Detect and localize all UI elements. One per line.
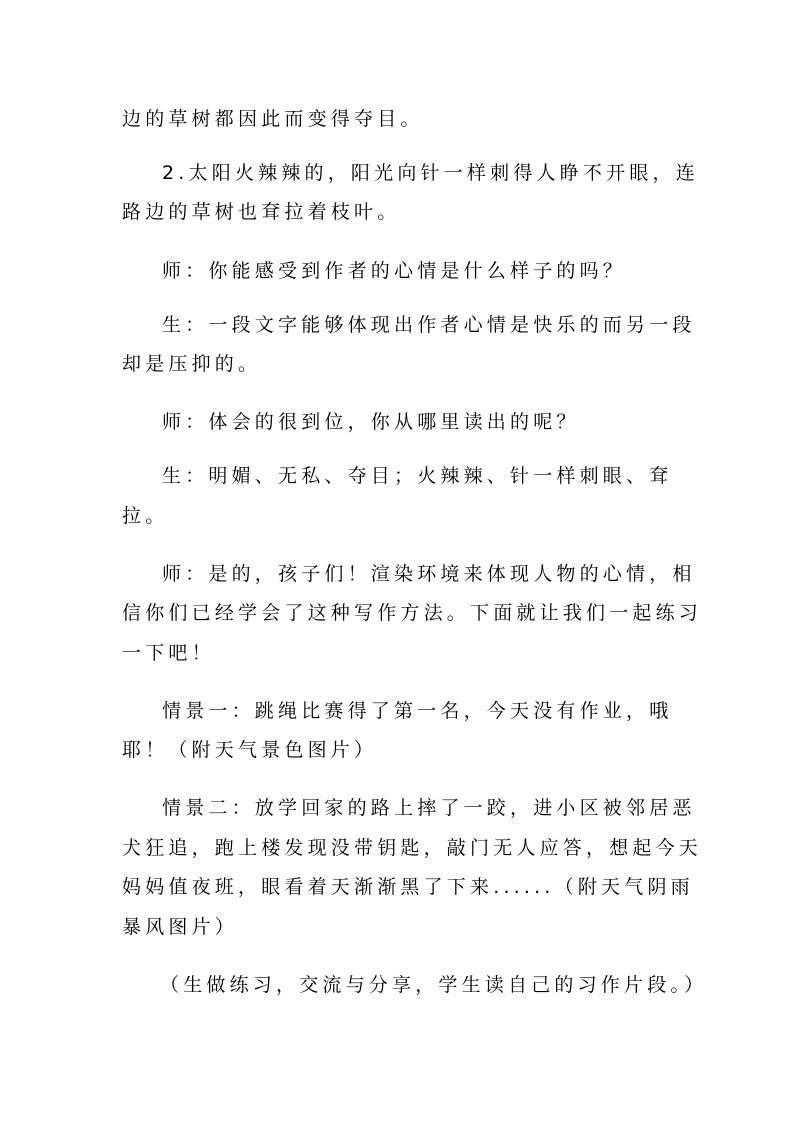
text-line-19: （生做练习，交流与分享，学生读自己的习作片段。） bbox=[160, 974, 708, 996]
text-line-1: 边的草树都因此而变得夺目。 bbox=[122, 108, 424, 130]
text-line-16: 犬狂追，跑上楼发现没带钥匙，敲门无人应答，想起今天 bbox=[122, 837, 703, 859]
text-line-18: 暴风图片） bbox=[122, 916, 239, 938]
text-line-15: 情景二：放学回家的路上摔了一跤，进小区被邻居恶 bbox=[162, 797, 696, 819]
text-line-7: 师：体会的很到位，你从哪里读出的呢？ bbox=[162, 411, 580, 433]
text-line-10: 师：是的，孩子们！渲染环境来体现人物的心情，相 bbox=[162, 563, 696, 585]
text-line-2: 2.太阳火辣辣的，阳光向针一样刺得人睁不开眼，连 bbox=[162, 162, 699, 184]
text-line-11: 信你们已经学会了这种写作方法。下面就让我们一起练习 bbox=[122, 602, 703, 624]
text-line-3: 路边的草树也耷拉着枝叶。 bbox=[122, 201, 401, 223]
text-line-9: 拉。 bbox=[122, 505, 169, 527]
text-line-12: 一下吧！ bbox=[122, 642, 215, 664]
text-line-8: 生：明媚、无私、夺目；火辣辣、针一样刺眼、耷 bbox=[162, 465, 673, 487]
text-line-13: 情景一：跳绳比赛得了第一名，今天没有作业，哦 bbox=[162, 700, 673, 722]
text-line-5: 生：一段文字能够体现出作者心情是快乐的而另一段 bbox=[162, 314, 696, 336]
text-line-14: 耶！（附天气景色图片） bbox=[122, 739, 378, 761]
text-line-6: 却是压抑的。 bbox=[122, 353, 262, 375]
text-line-4: 师：你能感受到作者的心情是什么样子的吗？ bbox=[162, 260, 627, 282]
text-line-17: 妈妈值夜班，眼看着天渐渐黑了下来......（附天气阴雨 bbox=[122, 876, 694, 898]
